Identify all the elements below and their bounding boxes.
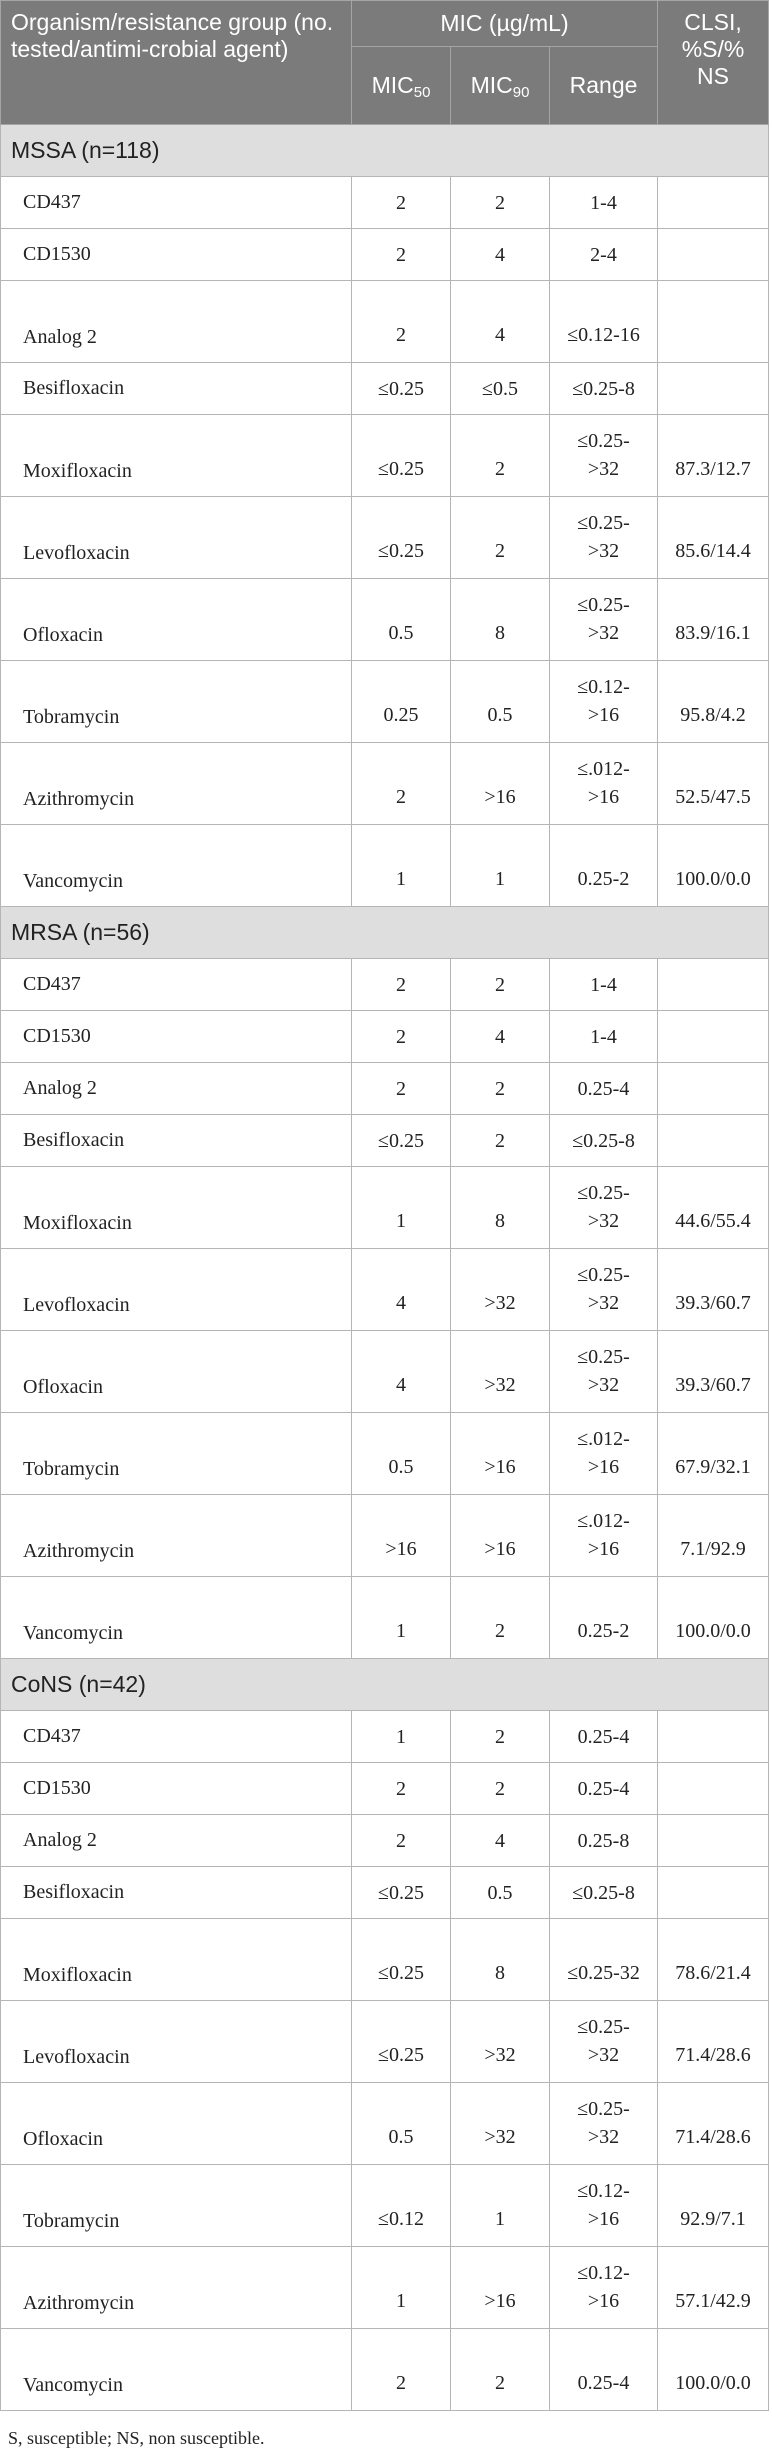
table-row bbox=[1, 2083, 769, 2165]
range-cell: 0.25-4 bbox=[550, 1063, 658, 1115]
mic90-cell: 2 bbox=[451, 959, 550, 1011]
agent-cell: Tobramycin bbox=[1, 2165, 352, 2247]
mic90-cell: >16 bbox=[451, 743, 550, 825]
table-body bbox=[1, 125, 769, 2411]
table-row bbox=[1, 363, 769, 415]
agent-cell: Ofloxacin bbox=[1, 1331, 352, 1413]
range-cell: ≤.012->16 bbox=[550, 743, 658, 825]
table-row bbox=[1, 1815, 769, 1867]
agent-cell: CD437 bbox=[1, 1711, 352, 1763]
mic50-cell: ≤0.12 bbox=[352, 2165, 451, 2247]
table-row bbox=[1, 1115, 769, 1167]
mic50-cell: 4 bbox=[352, 1249, 451, 1331]
range-cell: ≤0.25->32 bbox=[550, 579, 658, 661]
mic90-cell: 2 bbox=[451, 1577, 550, 1659]
range-cell: 0.25-8 bbox=[550, 1815, 658, 1867]
group-label: CoNS (n=42) bbox=[1, 1659, 769, 1711]
table-row bbox=[1, 1011, 769, 1063]
mic90-cell: 0.5 bbox=[451, 1867, 550, 1919]
table-row bbox=[1, 1331, 769, 1413]
mic90-cell: 8 bbox=[451, 579, 550, 661]
range-cell: ≤.012->16 bbox=[550, 1495, 658, 1577]
mic90-cell: 1 bbox=[451, 2165, 550, 2247]
agent-cell: Levofloxacin bbox=[1, 497, 352, 579]
mic50-cell: 2 bbox=[352, 177, 451, 229]
mic50-cell: 2 bbox=[352, 281, 451, 363]
table-row bbox=[1, 497, 769, 579]
agent-cell: Tobramycin bbox=[1, 661, 352, 743]
mic90-cell: 0.5 bbox=[451, 661, 550, 743]
range-cell: ≤0.12->16 bbox=[550, 2165, 658, 2247]
table-row bbox=[1, 1577, 769, 1659]
clsi-cell: 67.9/32.1 bbox=[658, 1413, 769, 1495]
table-row bbox=[1, 229, 769, 281]
mic90-cell: >32 bbox=[451, 1331, 550, 1413]
agent-cell: CD1530 bbox=[1, 1011, 352, 1063]
mic90-cell: 2 bbox=[451, 415, 550, 497]
mic50-cell: 1 bbox=[352, 1577, 451, 1659]
mic90-cell: >16 bbox=[451, 1495, 550, 1577]
mic50-cell: 0.5 bbox=[352, 579, 451, 661]
range-cell: ≤0.25->32 bbox=[550, 1331, 658, 1413]
clsi-cell: 52.5/47.5 bbox=[658, 743, 769, 825]
agent-cell: Analog 2 bbox=[1, 1815, 352, 1867]
mic90-cell: 4 bbox=[451, 229, 550, 281]
range-cell: 0.25-2 bbox=[550, 1577, 658, 1659]
clsi-cell bbox=[658, 229, 769, 281]
range-cell: ≤0.25-8 bbox=[550, 1115, 658, 1167]
mic90-cell: 2 bbox=[451, 1763, 550, 1815]
clsi-cell: 39.3/60.7 bbox=[658, 1331, 769, 1413]
mic50-cell: 2 bbox=[352, 1763, 451, 1815]
range-cell: ≤0.25->32 bbox=[550, 1249, 658, 1331]
range-cell: 1-4 bbox=[550, 959, 658, 1011]
table-row bbox=[1, 281, 769, 363]
header-mic50: $MIC_{50}$ bbox=[352, 47, 451, 125]
mic50-cell: 2 bbox=[352, 1815, 451, 1867]
table-header bbox=[1, 1, 769, 125]
range-cell: 0.25-4 bbox=[550, 2329, 658, 2411]
mic90-cell: 2 bbox=[451, 177, 550, 229]
mic90-cell: >32 bbox=[451, 1249, 550, 1331]
table-row bbox=[1, 1249, 769, 1331]
clsi-cell bbox=[658, 1867, 769, 1919]
agent-cell: Vancomycin bbox=[1, 1577, 352, 1659]
table-row bbox=[1, 1495, 769, 1577]
range-cell: ≤0.12-16 bbox=[550, 281, 658, 363]
clsi-cell bbox=[658, 1011, 769, 1063]
agent-cell: CD1530 bbox=[1, 229, 352, 281]
mic90-cell: 4 bbox=[451, 1815, 550, 1867]
table-row bbox=[1, 1763, 769, 1815]
range-cell: ≤0.25->32 bbox=[550, 2083, 658, 2165]
agent-cell: CD437 bbox=[1, 177, 352, 229]
range-cell: ≤.012->16 bbox=[550, 1413, 658, 1495]
table-row bbox=[1, 2165, 769, 2247]
mic90-cell: ≤0.5 bbox=[451, 363, 550, 415]
agent-cell: Besifloxacin bbox=[1, 1867, 352, 1919]
clsi-cell: 100.0/0.0 bbox=[658, 2329, 769, 2411]
mic50-cell: ≤0.25 bbox=[352, 415, 451, 497]
mic90-cell: 2 bbox=[451, 2329, 550, 2411]
mic90-cell: >32 bbox=[451, 2083, 550, 2165]
table-row bbox=[1, 2329, 769, 2411]
mic50-cell: 2 bbox=[352, 1011, 451, 1063]
clsi-cell bbox=[658, 281, 769, 363]
mic50-cell: ≤0.25 bbox=[352, 1919, 451, 2001]
mic90-cell: 8 bbox=[451, 1919, 550, 2001]
header-clsi: CLSI, %S/% NS bbox=[658, 1, 769, 125]
clsi-cell bbox=[658, 1711, 769, 1763]
mic50-cell: 0.5 bbox=[352, 1413, 451, 1495]
agent-cell: Moxifloxacin bbox=[1, 415, 352, 497]
clsi-cell bbox=[658, 1063, 769, 1115]
mic90-cell: 4 bbox=[451, 1011, 550, 1063]
range-cell: 1-4 bbox=[550, 1011, 658, 1063]
clsi-cell: 87.3/12.7 bbox=[658, 415, 769, 497]
clsi-cell: 39.3/60.7 bbox=[658, 1249, 769, 1331]
mic50-cell: ≤0.25 bbox=[352, 1115, 451, 1167]
range-cell: 1-4 bbox=[550, 177, 658, 229]
agent-cell: Ofloxacin bbox=[1, 579, 352, 661]
mic50-cell: >16 bbox=[352, 1495, 451, 1577]
table-row bbox=[1, 1919, 769, 2001]
group-header-row bbox=[1, 1659, 769, 1711]
clsi-cell bbox=[658, 177, 769, 229]
agent-cell: Tobramycin bbox=[1, 1413, 352, 1495]
clsi-cell: 100.0/0.0 bbox=[658, 1577, 769, 1659]
agent-cell: Azithromycin bbox=[1, 2247, 352, 2329]
mic50-cell: ≤0.25 bbox=[352, 1867, 451, 1919]
mic50-cell: 2 bbox=[352, 2329, 451, 2411]
clsi-cell: 71.4/28.6 bbox=[658, 2001, 769, 2083]
header-organism: Organism/resistance group (no. tested/antimi-crobial agent) bbox=[1, 1, 352, 125]
range-cell: ≤0.25-8 bbox=[550, 363, 658, 415]
clsi-cell bbox=[658, 959, 769, 1011]
clsi-cell: 78.6/21.4 bbox=[658, 1919, 769, 2001]
agent-cell: Moxifloxacin bbox=[1, 1167, 352, 1249]
clsi-cell: 100.0/0.0 bbox=[658, 825, 769, 907]
mic50-cell: ≤0.25 bbox=[352, 2001, 451, 2083]
agent-cell: Vancomycin bbox=[1, 2329, 352, 2411]
table-row bbox=[1, 1711, 769, 1763]
table-row bbox=[1, 825, 769, 907]
range-cell: ≤0.25->32 bbox=[550, 415, 658, 497]
clsi-cell: 92.9/7.1 bbox=[658, 2165, 769, 2247]
range-cell: 2-4 bbox=[550, 229, 658, 281]
mic90-cell: 1 bbox=[451, 825, 550, 907]
mic50-cell: 2 bbox=[352, 229, 451, 281]
table-row bbox=[1, 1063, 769, 1115]
range-cell: ≤0.25->32 bbox=[550, 2001, 658, 2083]
mic90-cell: >32 bbox=[451, 2001, 550, 2083]
agent-cell: Levofloxacin bbox=[1, 2001, 352, 2083]
agent-cell: Analog 2 bbox=[1, 281, 352, 363]
agent-cell: Levofloxacin bbox=[1, 1249, 352, 1331]
clsi-cell bbox=[658, 1815, 769, 1867]
mic50-cell: 2 bbox=[352, 743, 451, 825]
agent-cell: Azithromycin bbox=[1, 1495, 352, 1577]
header-mic: MIC (µg/mL) bbox=[352, 1, 658, 47]
agent-cell: Besifloxacin bbox=[1, 1115, 352, 1167]
range-cell: ≤0.25-8 bbox=[550, 1867, 658, 1919]
clsi-cell: 95.8/4.2 bbox=[658, 661, 769, 743]
range-cell: 0.25-2 bbox=[550, 825, 658, 907]
mic50-cell: ≤0.25 bbox=[352, 497, 451, 579]
mic50-cell: ≤0.25 bbox=[352, 363, 451, 415]
range-cell: ≤0.12->16 bbox=[550, 661, 658, 743]
mic90-cell: >16 bbox=[451, 1413, 550, 1495]
mic50-cell: 4 bbox=[352, 1331, 451, 1413]
range-cell: 0.25-4 bbox=[550, 1711, 658, 1763]
mic90-cell: 8 bbox=[451, 1167, 550, 1249]
clsi-cell: 85.6/14.4 bbox=[658, 497, 769, 579]
agent-cell: Analog 2 bbox=[1, 1063, 352, 1115]
mic50-cell: 2 bbox=[352, 1063, 451, 1115]
agent-cell: CD1530 bbox=[1, 1763, 352, 1815]
table-row bbox=[1, 661, 769, 743]
header-mic90: $MIC_{90}$ bbox=[451, 47, 550, 125]
agent-cell: CD437 bbox=[1, 959, 352, 1011]
clsi-cell: 44.6/55.4 bbox=[658, 1167, 769, 1249]
group-header-row bbox=[1, 125, 769, 177]
group-header-row bbox=[1, 907, 769, 959]
mic50-cell: 1 bbox=[352, 1167, 451, 1249]
mic50-cell: 0.25 bbox=[352, 661, 451, 743]
agent-cell: Ofloxacin bbox=[1, 2083, 352, 2165]
clsi-cell: 83.9/16.1 bbox=[658, 579, 769, 661]
header-range: Range bbox=[550, 47, 658, 125]
table-row bbox=[1, 1413, 769, 1495]
mic90-cell: 2 bbox=[451, 1063, 550, 1115]
clsi-cell bbox=[658, 1763, 769, 1815]
agent-cell: Moxifloxacin bbox=[1, 1919, 352, 2001]
mic90-cell: >16 bbox=[451, 2247, 550, 2329]
table-footnote: S, susceptible; NS, non susceptible. bbox=[8, 2428, 265, 2448]
mic50-cell: 1 bbox=[352, 1711, 451, 1763]
mic90-cell: 2 bbox=[451, 1115, 550, 1167]
table-row bbox=[1, 177, 769, 229]
table-row bbox=[1, 1867, 769, 1919]
table-row bbox=[1, 959, 769, 1011]
group-label: MSSA (n=118) bbox=[1, 125, 769, 177]
table-row bbox=[1, 579, 769, 661]
table-row bbox=[1, 415, 769, 497]
mic90-cell: 4 bbox=[451, 281, 550, 363]
table-row bbox=[1, 743, 769, 825]
mic90-cell: 2 bbox=[451, 1711, 550, 1763]
range-cell: ≤0.25->32 bbox=[550, 1167, 658, 1249]
mic90-cell: 2 bbox=[451, 497, 550, 579]
table-row bbox=[1, 2001, 769, 2083]
range-cell: ≤0.12->16 bbox=[550, 2247, 658, 2329]
range-cell: ≤0.25->32 bbox=[550, 497, 658, 579]
agent-cell: Azithromycin bbox=[1, 743, 352, 825]
agent-cell: Besifloxacin bbox=[1, 363, 352, 415]
clsi-cell bbox=[658, 1115, 769, 1167]
table-row bbox=[1, 2247, 769, 2329]
mic50-cell: 1 bbox=[352, 2247, 451, 2329]
mic50-cell: 2 bbox=[352, 959, 451, 1011]
range-cell: 0.25-4 bbox=[550, 1763, 658, 1815]
agent-cell: Vancomycin bbox=[1, 825, 352, 907]
range-cell: ≤0.25-32 bbox=[550, 1919, 658, 2001]
mic50-cell: 1 bbox=[352, 825, 451, 907]
clsi-cell bbox=[658, 363, 769, 415]
group-label: MRSA (n=56) bbox=[1, 907, 769, 959]
table-row bbox=[1, 1167, 769, 1249]
mic50-cell: 0.5 bbox=[352, 2083, 451, 2165]
clsi-cell: 7.1/92.9 bbox=[658, 1495, 769, 1577]
clsi-cell: 57.1/42.9 bbox=[658, 2247, 769, 2329]
clsi-cell: 71.4/28.6 bbox=[658, 2083, 769, 2165]
